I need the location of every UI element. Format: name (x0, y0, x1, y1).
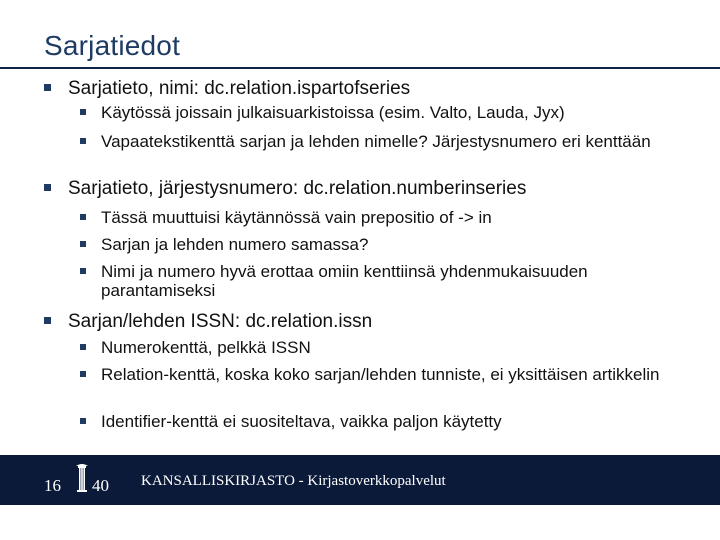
bullet-level1 (44, 178, 694, 200)
square-bullet-icon (44, 317, 51, 324)
bullet-text: Identifier-kenttä ei suositeltava, vaikka paljon käytetty (101, 412, 502, 431)
bullet-text: Numerokenttä, pelkkä ISSN (101, 338, 311, 357)
bullet-level2 (80, 262, 695, 300)
footer-bar (0, 455, 720, 505)
bullet-level1 (44, 311, 694, 333)
bullet-level2 (80, 365, 695, 384)
square-bullet-icon (80, 214, 86, 220)
bullet-level2 (80, 103, 695, 122)
bullet-text: Vapaatekstikenttä sarjan ja lehden nimelle? Järjestysnumero eri kenttään (101, 132, 651, 151)
square-bullet-icon (44, 184, 51, 191)
bullet-level2 (80, 338, 695, 357)
square-bullet-icon (80, 109, 86, 115)
bullet-level1 (44, 78, 694, 100)
slide-title: Sarjatiedot (44, 30, 181, 61)
bullet-text: Nimi ja numero hyvä erottaa omiin kenttiinsä yhdenmukaisuuden parantamiseksi (101, 262, 588, 300)
svg-text:40: 40 (92, 476, 109, 495)
square-bullet-icon (80, 418, 86, 424)
bullet-text: Sarjan ja lehden numero samassa? (101, 235, 369, 254)
bullet-level2 (80, 412, 695, 431)
bullet-text: Käytössä joissain julkaisuarkistoissa (esim. Valto, Lauda, Jyx) (101, 103, 565, 122)
bullet-text: Sarjatieto, nimi: dc.relation.ispartofseries (68, 78, 411, 99)
bullet-text: Relation-kenttä, koska koko sarjan/lehden tunniste, ei yksittäisen artikkelin (101, 365, 660, 384)
square-bullet-icon (80, 371, 86, 377)
bullet-text: Sarjan/lehden ISSN: dc.relation.issn (68, 311, 373, 332)
square-bullet-icon (44, 84, 51, 91)
national-library-logo-icon (42, 463, 122, 497)
bullet-level2 (80, 208, 695, 227)
title-divider (0, 67, 720, 69)
bullet-level2 (80, 132, 695, 151)
logo-text: 16 (44, 476, 61, 495)
square-bullet-icon (80, 138, 86, 144)
bullet-level2 (80, 235, 695, 254)
bullet-text: Tässä muuttuisi käytännössä vain prepositio of -> in (101, 208, 492, 227)
footer-text: KANSALLISKIRJASTO - Kirjastoverkkopalvelut (141, 473, 446, 489)
square-bullet-icon (80, 344, 86, 350)
square-bullet-icon (80, 241, 86, 247)
bullet-text: Sarjatieto, järjestysnumero: dc.relation.numberinseries (68, 178, 527, 199)
square-bullet-icon (80, 268, 86, 274)
